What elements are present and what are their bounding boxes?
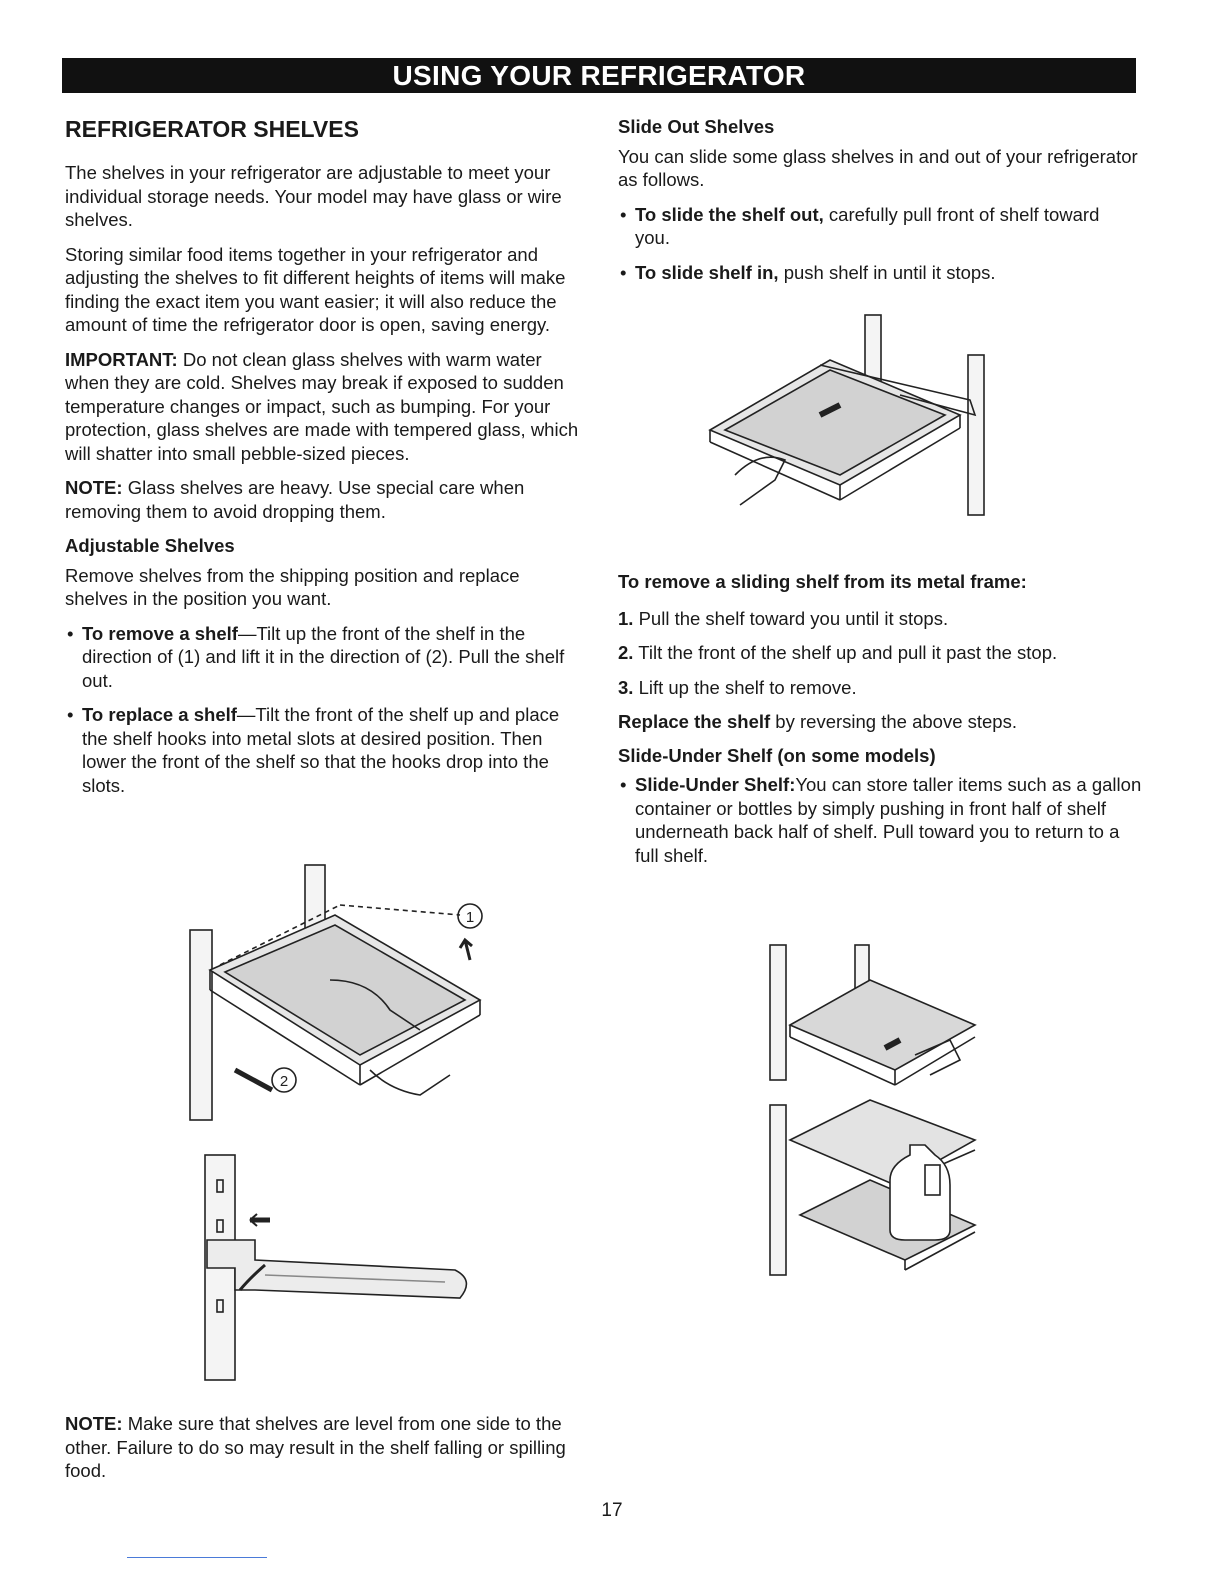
bullet-text: You can store taller items such as a gallon container or bottles by simply pushing in front half of shelf underneath back half of shelf. Pull toward you to return to a full shelf. (635, 774, 1142, 866)
bullet-label: Slide-Under Shelf: (635, 774, 796, 795)
step-item (618, 676, 1158, 700)
storage-paragraph: Storing similar food items together in your refrigerator and adjusting the shelves to fit different heights of items will make finding the exact item you want easier; it will also reduce the amount of time the refrigerator door is open, saving energy. (65, 243, 566, 335)
slide-out-shelf-illustration (700, 310, 1000, 520)
bullet-label: To replace a shelf (82, 704, 237, 725)
step-item (618, 641, 1158, 665)
remove-sliding-shelf-heading: To remove a sliding shelf from its metal frame: (618, 571, 1027, 592)
step-2-label: 2 (279, 1073, 289, 1090)
section-heading: REFRIGERATOR SHELVES (65, 116, 359, 142)
section-banner: USING YOUR REFRIGERATOR (62, 58, 1136, 93)
step-text: Lift up the shelf to remove. (633, 676, 857, 698)
bullet-text: push shelf in until it stops. (778, 261, 996, 283)
bullet-dot: • (620, 261, 627, 283)
step-number: 2. (618, 642, 634, 663)
important-paragraph (65, 348, 585, 466)
note-label: NOTE: (65, 477, 123, 498)
step-text: Tilt the front of the shelf up and pull it past the stop. (633, 642, 1058, 663)
step-1-label: 1 (465, 909, 475, 926)
bullet-dot: • (620, 203, 627, 225)
slide-out-shelves-heading: Slide Out Shelves (618, 116, 775, 137)
bottom-rule (127, 1557, 267, 1558)
bullet-dot: • (620, 774, 627, 795)
note-text: Glass shelves are heavy. Use special care when removing them to avoid dropping them. (65, 477, 525, 522)
page-number: 17 (601, 1500, 623, 1521)
step-text: Pull the shelf toward you until it stops. (633, 607, 949, 629)
slide-in-bullet (618, 261, 1138, 285)
important-label: IMPORTANT: (65, 348, 178, 370)
adjustable-shelves-text: Remove shelves from the shipping position and replace shelves in the position you want. (65, 564, 520, 609)
replace-shelf-bullet (65, 703, 585, 797)
note-paragraph (65, 476, 585, 523)
slide-under-shelf-illustration (760, 940, 1000, 1280)
step-item (618, 607, 1158, 631)
right-column (618, 115, 1138, 295)
bullet-text: —Tilt up the front of the shelf in the direction of (1) and lift it in the direction of (2). Pull the shelf out. (82, 622, 565, 691)
level-note-paragraph (65, 1412, 585, 1483)
bullet-label: To slide the shelf out, (635, 203, 824, 225)
slide-out-text: You can slide some glass shelves in and out of your refrigerator as follows. (618, 145, 1138, 190)
important-text: Do not clean glass shelves with warm water when they are cold. Shelves may break if exposed to sudden temperature changes or impact, such as bumping. For your protection, glass shelves are made with tempered glass, which will shatter into small pebble-sized pieces. (65, 348, 579, 464)
slide-under-bullet (618, 773, 1145, 867)
bullet-label: To remove a shelf (82, 622, 238, 644)
remove-sliding-shelf-section (618, 570, 1158, 878)
shelf-removal-illustration (180, 860, 520, 1130)
bullet-dot: • (67, 622, 74, 644)
bullet-text: —Tilt the front of the shelf up and place the shelf hooks into metal slots at desired position. Then lower the front of the shelf so that the hooks drop into the slots. (82, 704, 560, 796)
bullet-dot: • (67, 704, 74, 725)
slide-under-heading: Slide-Under Shelf (on some models) (618, 744, 936, 766)
bullet-label: To slide shelf in, (635, 261, 779, 283)
step-number: 1. (618, 607, 634, 629)
remove-shelf-bullet (65, 622, 585, 693)
bullet-text: carefully pull front of shelf toward you. (635, 203, 1100, 248)
replace-paragraph (618, 710, 1158, 734)
step-number: 3. (618, 676, 634, 698)
note-label: NOTE: (65, 1413, 123, 1434)
shelf-bracket-illustration (195, 1150, 495, 1385)
adjustable-shelves-heading: Adjustable Shelves (65, 535, 235, 556)
replace-text: by reversing the above steps. (770, 711, 1017, 732)
left-column (65, 115, 585, 808)
intro-paragraph: The shelves in your refrigerator are adjustable to meet your individual storage needs. Your model may have glass or wire shelves. (65, 162, 562, 230)
replace-label: Replace the shelf (618, 711, 771, 732)
slide-out-bullet (618, 203, 1138, 250)
bottom-note (65, 1412, 585, 1494)
note-text: Make sure that shelves are level from one side to the other. Failure to do so may result in the shelf falling or spilling food. (65, 1413, 566, 1481)
